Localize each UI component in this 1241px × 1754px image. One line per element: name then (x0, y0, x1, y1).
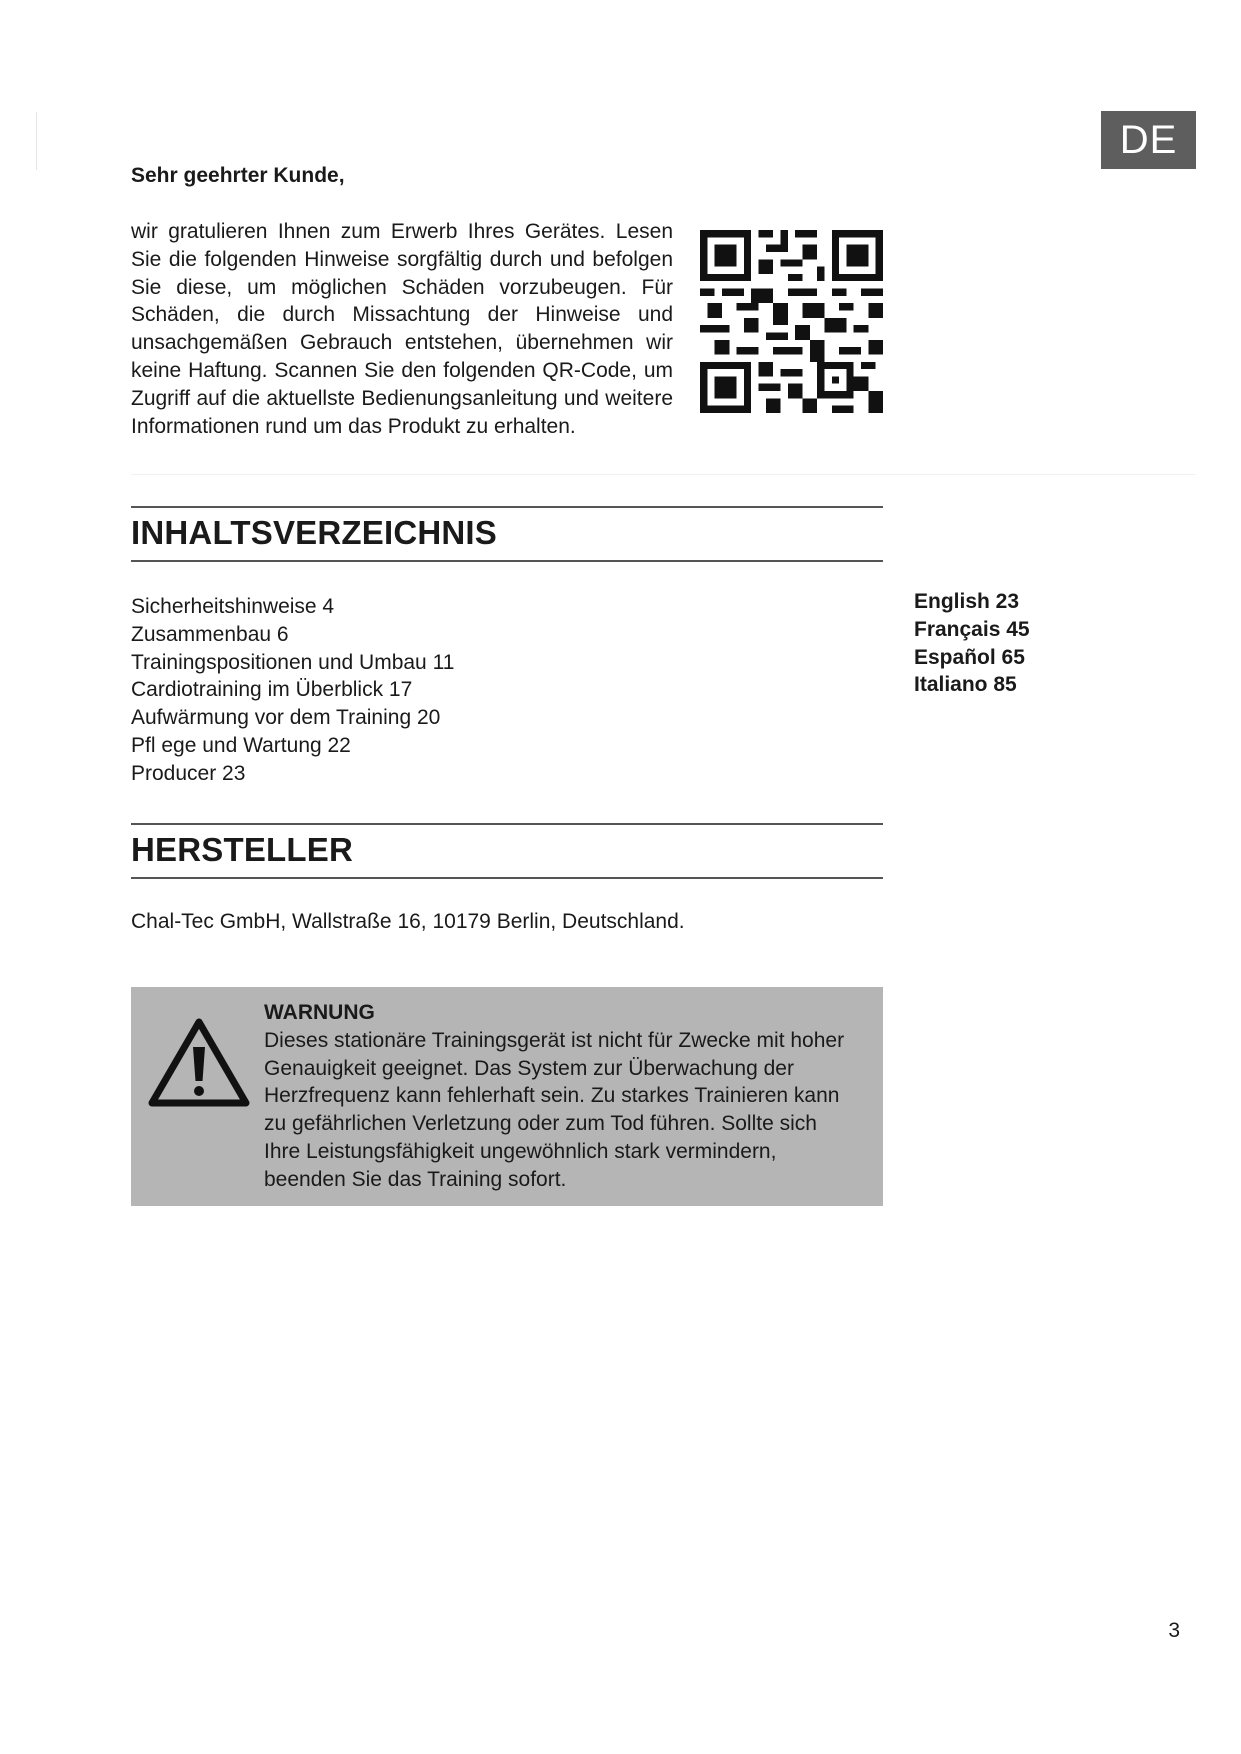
qr-code-icon (700, 230, 883, 413)
language-item-french[interactable]: Français 45 (914, 617, 1030, 641)
margin-line (36, 112, 37, 170)
warning-box (131, 987, 883, 1206)
toc-heading: INHALTSVERZEICHNIS (131, 514, 498, 551)
toc-item[interactable]: Sicherheitshinweise 4 (131, 595, 335, 618)
toc-item[interactable]: Aufwärmung vor dem Training 20 (131, 706, 441, 730)
language-item-english[interactable]: English 23 (914, 590, 1020, 613)
toc-list (131, 593, 454, 788)
language-badge: DE (1101, 111, 1196, 169)
manufacturer-address: Chal-Tec GmbH, Wallstraße 16, 10179 Berlin, Deutschland. (131, 910, 685, 933)
page-number: 3 (1168, 1619, 1180, 1642)
toc-item[interactable]: Pfl ege und Wartung 22 (131, 733, 351, 757)
greeting: Sehr geehrter Kunde, (131, 164, 345, 187)
warning-line: beenden Sie das Training sofort. (264, 1167, 567, 1191)
toc-item[interactable]: Producer 23 (131, 761, 246, 785)
warning-text (264, 999, 874, 1194)
language-list (914, 588, 1030, 699)
toc-item[interactable]: Trainingspositionen und Umbau 11 (131, 650, 455, 674)
toc-header (131, 506, 883, 562)
divider (131, 474, 1196, 475)
warning-line: Dieses stationäre Trainingsgerät ist nicht für Zwecke mit hoher (264, 1028, 845, 1052)
manufacturer-header (131, 823, 883, 879)
warning-line: Ihre Leistungsfähigkeit ungewöhnlich stark vermindern, (264, 1139, 777, 1163)
toc-item[interactable]: Cardiotraining im Überblick 17 (131, 678, 413, 702)
warning-line: zu gefährlichen Verletzung oder zum Tod führen. Sollte sich (264, 1112, 817, 1136)
intro-paragraph: wir gratulieren Ihnen zum Erwerb Ihres Gerätes. Lesen Sie die folgenden Hinweise sorgfältig durch und befolgen Sie diese, um möglichen Schäden vorzubeugen. Für Schäden, die durch Missachtung der Hinweise und unsachgemäßen Gebrauch entstehen, übernehmen wir keine Haftung. Scannen Sie den folgenden QR-Code, um Zugriff auf die aktuellste Bedienungsanleitung und weitere Informationen rund um das Produkt zu erhalten. (131, 220, 673, 438)
toc-item[interactable]: Zusammenbau 6 (131, 622, 289, 646)
language-item-italian[interactable]: Italiano 85 (914, 673, 1017, 697)
warning-line: Herzfrequenz kann fehlerhaft sein. Zu starkes Trainieren kann (264, 1084, 840, 1108)
warning-line: Genauigkeit geeignet. Das System zur Überwachung der (264, 1056, 794, 1080)
warning-triangle-icon (147, 1017, 251, 1109)
manufacturer-heading: HERSTELLER (131, 831, 354, 868)
warning-title: WARNUNG (264, 1001, 375, 1024)
language-item-spanish[interactable]: Español 65 (914, 645, 1025, 669)
